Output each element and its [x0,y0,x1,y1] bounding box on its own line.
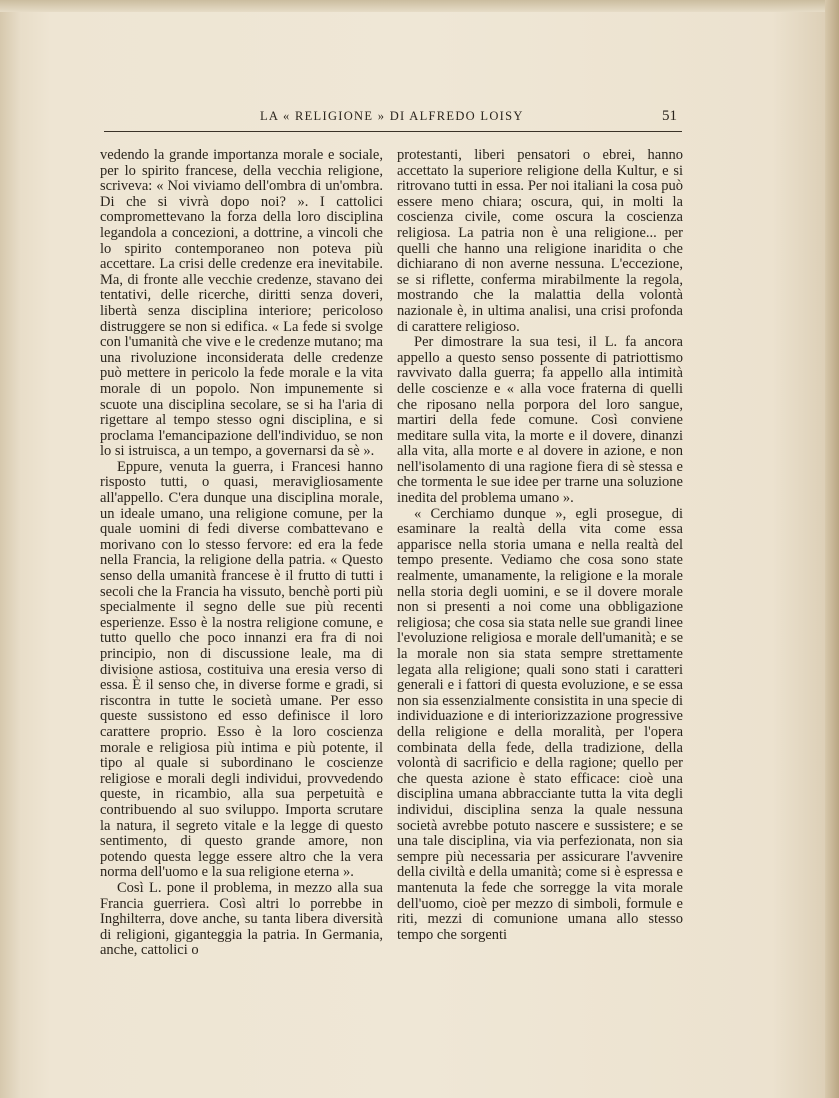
running-head: LA « RELIGIONE » DI ALFREDO LOISY [260,109,524,123]
paragraph: Eppure, venuta la guerra, i Francesi hanno risposto tutti, o quasi, meravigliosamente all'appello. C'era dunque una disciplina morale, un ideale umano, una religione comune, per la quale uomini di fedi diverse combattevano e morivano con lo stesso fervore: ed era la fede nella Francia, la religione della patria. « Questo senso della umanità francese è il frutto di tutti i secoli che la Francia ha vissuto, benchè porti più specialmente il segno delle sue più recenti esperienze. Esso è la nostra religione comune, e tutto quello che poco innanzi era fra di noi principio, non di discussione leale, ma di divisione astiosa, costituiva una eresia verso di essa. È il senso che, in diverse forme e gradi, si riscontra in tutte le società umane. Per esso queste sussistono ed esso definisce il loro carattere proprio. Esso è la loro coscienza morale e religiosa più intima e più potente, il tipo al quale si subordinano le coscienze religiose e morali degli individui, provvedendo queste, in ricambio, alla sua perpetuità e contribuendo al suo sviluppo. Importa scrutare la natura, il segreto vitale e la legge di questo sentimento, di questo grande amore, non potendo questa legge essere altro che la vera norma dell'uomo e la sua religione eterna ». [100,458,383,881]
page-number: 51 [662,108,677,124]
text-column-left [100,148,383,959]
paragraph: « Cerchiamo dunque », egli prosegue, di esaminare la realtà della vita come essa apparisce nella storia umana e nella realtà del tempo presente. Vediamo che cosa sono state realmente, umanamente, la religione e la morale nella storia degli uomini, e se il dovere morale non si presenti a noi come una obbligazione religiosa; che cosa sia stata nelle sue grandi linee l'evoluzione religiosa e morale dell'umanità; e se la morale non sia stata sempre strettamente legata alla religione; quali sono stati i caratteri generali e i fattori di questa evoluzione, e se essa non sia essenzialmente consistita in una specie di individuazione e di interiorizzazione progressive della religione e della moralità, per l'opera combinata della fede, della tradizione, della volontà di sacrificio e della ragione; quello per che questa azione è stato efficace: cioè una disciplina umana abbracciante tutta la vita degli individui, disciplina senza la quale nessuna società avrebbe potuto nascere e sussistere; e se una tale disciplina, via via perfezionata, non sia sempre più necessaria per assicurare l'avvenire della civiltà e della umanità; come si è espressa e mantenuta la fede che sorregge la vita morale dell'uomo, cioè per mezzo di simboli, formule e riti, mezzi di comunione umana allo stesso tempo che sorgenti [397,505,683,943]
paragraph: Per dimostrare la sua tesi, il L. fa ancora appello a questo senso possente di patriottismo ravvivato dalla guerra; fa appello alla intimità delle coscienze e « alla voce fraterna di quelli che riposano nella porpora del loro sangue, martiri della fede comune. Così conviene meditare sulla vita, la morte e il dovere, dinanzi alla vita, alla morte e al dovere in azione, e non nell'isolamento di una ragione fiera di sè stessa e che tormenta le sue idee per trarne una soluzione inedita del problema umano ». [397,334,683,507]
page-top-edge [0,0,839,12]
page-gutter [0,0,22,1098]
paragraph: vedendo la grande importanza morale e sociale, per lo spirito francese, della vecchia religione, scriveva: « Noi viviamo dell'ombra di un'ombra. Di che si vivrà dopo noi? ». I cattolici compromettevano la forza della loro disciplina legandola a concezioni, a dottrine, a vincoli che lo spirito contemporaneo non poteva più accettare. La crisi delle credenze era inevitabile. Ma, di fronte alle vecchie credenze, stavano dei tentativi, delle ricerche, diritti senza doveri, libertà senza disciplina interiore; pericoloso distruggere se non si edifica. « La fede si svolge con l'umanità che vive e le credenze mutano; ma una rivoluzione inconsiderata delle credenze può mettere in pericolo la fede morale e la vita morale di un popolo. Non impunemente si scuote una disciplina secolare, se si ha l'aria di rigettare al tempo stesso ogni disciplina, e si proclama l'emancipazione dell'individuo, se non lo si istruisca, a un tempo, a governarsi da sè ». [100,147,383,460]
page-right-edge [825,0,839,1098]
paragraph: protestanti, liberi pensatori o ebrei, hanno accettato la superiore religione della Kultur, e si ritrovano tutti in essa. Per noi italiani la cosa può essere meno chiara; oscura, qui, in molti la coscienza civile, come oscura la coscienza religiosa. La patria non è una religione... per quelli che hanno una religione inaridita o che dichiarano di non averne nessuna. L'eccezione, se si riflette, conferma mirabilmente la regola, mostrando che la malattia della volontà nazionale è, in ultima analisi, una crisi profonda di carattere religioso. [397,147,683,335]
text-column-right [397,148,683,943]
paragraph: Così L. pone il problema, in mezzo alla sua Francia guerriera. Così altri lo porrebbe in Inghilterra, dove anche, su tanta libera diversità di religioni, giganteggia la patria. In Germania, anche, cattolici o [100,879,383,959]
page-header [230,108,680,130]
header-rule [104,131,682,132]
